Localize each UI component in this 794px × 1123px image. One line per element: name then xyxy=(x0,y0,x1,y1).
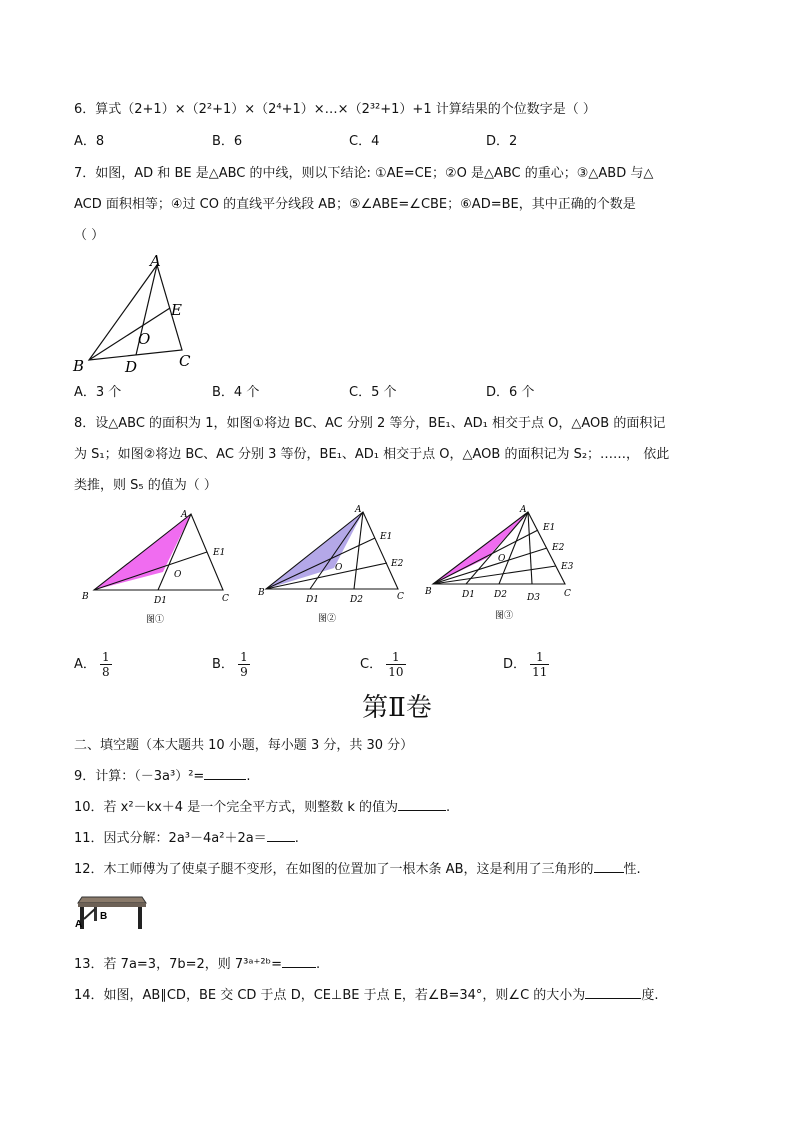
q7-line1: 7．如图，AD 和 BE 是△ABC 的中线，则以下结论: ①AE=CE；②O 是△ABC 的重心；③△ABD 与△ xyxy=(74,166,654,181)
q6-text: 6．算式（2+1）×（2²+1）×（2⁴+1）×…×（2³²+1）+1 计算结果的个位数字是（ ） xyxy=(74,102,596,117)
q8-fig1-caption: 图① xyxy=(146,615,165,625)
q11: 11．因式分解：2a³－4a²＋2a＝ . xyxy=(74,828,299,848)
q6-option-d: D．2 xyxy=(486,134,518,149)
q8-fig1-label-b: B xyxy=(82,592,89,602)
answer-blank xyxy=(594,859,624,873)
q12-table-figure xyxy=(74,891,154,931)
q8-fig1-label-e1: E1 xyxy=(213,548,226,558)
q8-fig2-label-a: A xyxy=(355,505,362,515)
q8-option-c: C． $\frac{1}{10}$ xyxy=(360,650,404,679)
q8-fig3-label-e1: E1 xyxy=(543,523,556,533)
q7-option-b: B．4 个 xyxy=(212,385,260,400)
q12: 12．木工师傅为了使桌子腿不变形，在如图的位置加了一根木条 AB，这是利用了三角形的 性. xyxy=(74,859,641,879)
q8-fig2-label-e2: E2 xyxy=(391,559,404,569)
q6-option-a: A．8 xyxy=(74,134,105,149)
q8-line3: 类推，则 S₅ 的值为（ ） xyxy=(74,478,217,493)
q9: 9．计算：（－3a³）²= . xyxy=(74,766,250,786)
answer-blank xyxy=(398,797,446,811)
q8-line1: 8．设△ABC 的面积为 1，如图①将边 BC、AC 分别 2 等分，BE₁、AD₁ 相交于点 O，△AOB 的面积记 xyxy=(74,416,666,431)
q8-option-b: B． $\frac{1}{9}$ xyxy=(212,650,248,679)
q8-fig3-label-d3: D3 xyxy=(527,593,540,603)
fraction: $\frac{1}{8}$ xyxy=(102,650,110,679)
q13: 13．若 7a=3，7b=2，则 7³ᵃ⁺²ᵇ= . xyxy=(74,954,320,974)
q8-fig1-label-c: C xyxy=(222,594,229,604)
q8-figure-3 xyxy=(425,498,585,628)
q7-line2: ACD 面积相等；④过 CO 的直线平分线段 AB；⑤∠ABE=∠CBE；⑥AD=BE，其中正确的个数是 xyxy=(74,197,636,212)
fraction: $\frac{1}{11}$ xyxy=(532,650,548,679)
q8-fig2-caption: 图② xyxy=(318,614,337,624)
section2-header: 二、填空题（本大题共 10 小题，每小题 3 分，共 30 分） xyxy=(74,738,414,753)
answer-blank xyxy=(267,828,295,842)
q8-fig2-label-d2: D2 xyxy=(350,595,363,605)
q8-fig3-label-c: C xyxy=(564,589,571,599)
q12-label-b: B xyxy=(100,911,108,922)
q12-label-a: A xyxy=(75,919,83,930)
q8-fig2-label-c: C xyxy=(397,592,404,602)
q7-label-a: A xyxy=(150,252,161,270)
fraction: $\frac{1}{9}$ xyxy=(240,650,248,679)
q7-label-d: D xyxy=(125,358,138,376)
answer-blank xyxy=(204,766,246,780)
q8-fig1-label-o: O xyxy=(174,570,182,580)
q8-fig3-label-e3: E3 xyxy=(561,562,574,572)
q7-label-e: E xyxy=(171,301,182,319)
q8-fig2-label-d1: D1 xyxy=(306,595,319,605)
q7-option-d: D．6 个 xyxy=(486,385,535,400)
q8-fig1-label-d1: D1 xyxy=(154,596,167,606)
q6-option-c: C．4 xyxy=(349,134,380,149)
q7-option-c: C．5 个 xyxy=(349,385,397,400)
q8-fig3-label-d1: D1 xyxy=(462,590,475,600)
q8-fig3-label-d2: D2 xyxy=(494,590,507,600)
q8-fig3-label-o: O xyxy=(498,554,506,564)
q8-figure-2 xyxy=(258,498,418,628)
q8-fig2-label-b: B xyxy=(258,588,265,598)
q7-label-b: B xyxy=(73,357,85,375)
q7-line3: （ ） xyxy=(74,228,105,243)
q8-option-d: D． $\frac{1}{11}$ xyxy=(503,650,548,679)
q7-figure xyxy=(70,252,200,376)
q8-fig2-label-o: O xyxy=(335,563,343,573)
section-title: 第Ⅱ卷 xyxy=(362,693,432,723)
q8-figure-1 xyxy=(78,505,238,630)
fraction: $\frac{1}{10}$ xyxy=(388,650,404,679)
answer-blank xyxy=(585,985,641,999)
q8-fig2-label-e1: E1 xyxy=(380,532,393,542)
q8-fig3-caption: 图③ xyxy=(495,611,514,621)
q6-option-b: B．6 xyxy=(212,134,243,149)
q8-fig3-label-a: A xyxy=(520,505,527,515)
q14: 14．如图，AB∥CD，BE 交 CD 于点 D，CE⊥BE 于点 E，若∠B=34°，则∠C 的大小为 度. xyxy=(74,985,658,1005)
q8-option-a: A． $\frac{1}{8}$ xyxy=(74,650,110,679)
q8-fig3-label-e2: E2 xyxy=(552,543,565,553)
q7-label-o: O xyxy=(138,330,151,348)
q7-label-c: C xyxy=(179,352,191,370)
q8-line2: 为 S₁；如图②将边 BC、AC 分别 3 等份，BE₁、AD₁ 相交于点 O，△AOB 的面积记为 S₂；……， 依此 xyxy=(74,447,670,462)
q8-fig3-label-b: B xyxy=(425,587,432,597)
q7-option-a: A．3 个 xyxy=(74,385,122,400)
q8-fig1-label-a: A xyxy=(181,510,188,520)
answer-blank xyxy=(282,954,316,968)
q10: 10．若 x²－kx＋4 是一个完全平方式，则整数 k 的值为 . xyxy=(74,797,450,817)
